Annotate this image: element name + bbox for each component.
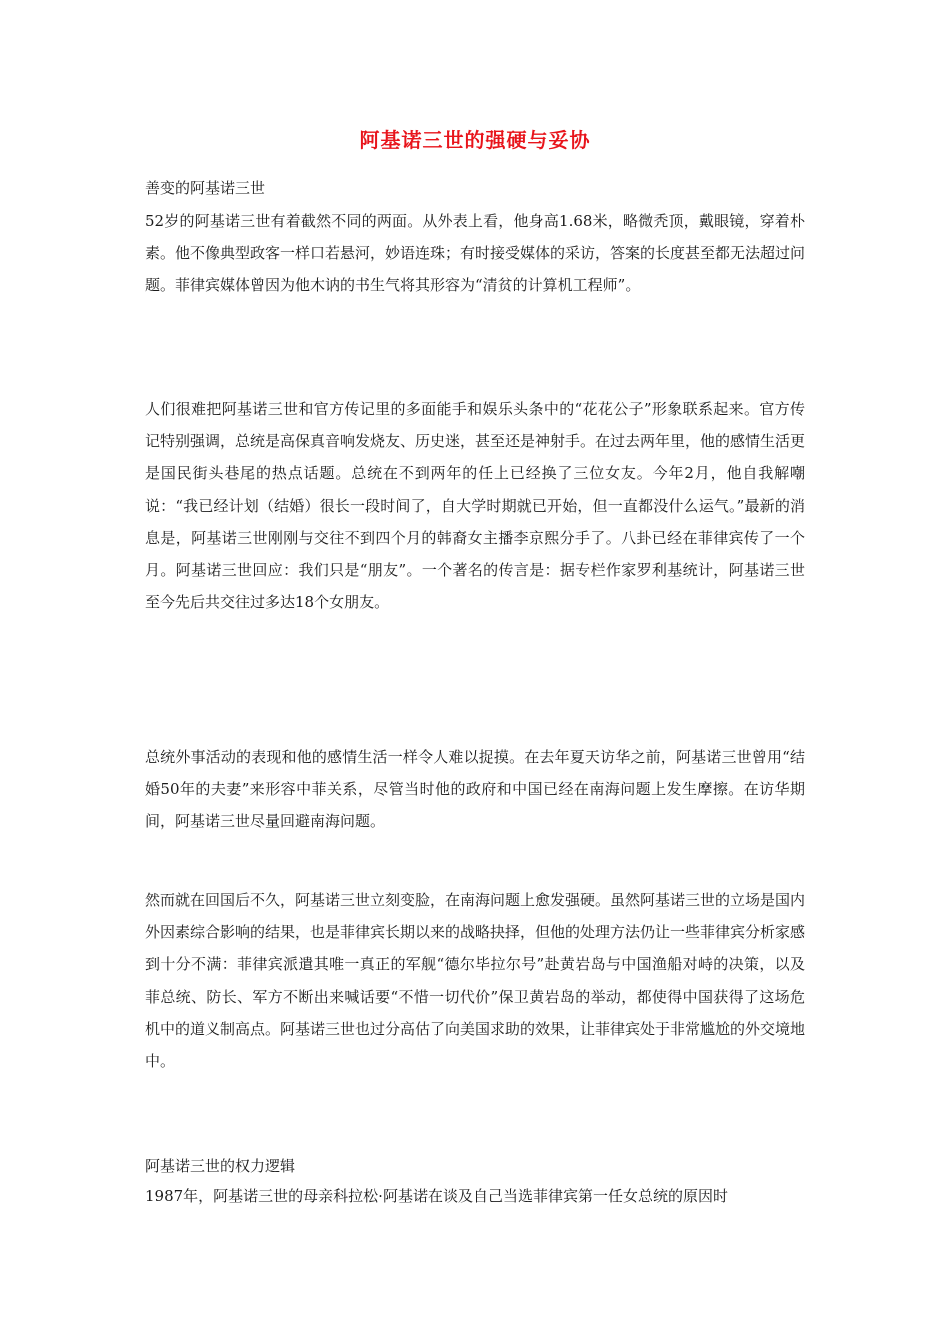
- section-heading-2: 阿基诺三世的权力逻辑: [145, 1157, 296, 1175]
- paragraph-3: 总统外事活动的表现和他的感情生活一样令人难以捉摸。在去年夏天访华之前，阿基诺三世曾用“结婚50年的夫妻”来形容中菲关系，尽管当时他的政府和中国已经在南海问题上发生摩擦。在访华期间，阿基诺三世尽量回避南海问题。: [145, 748, 805, 831]
- document-title: 阿基诺三世的强硬与妥协: [359, 128, 591, 152]
- paragraph-4: 然而就在回国后不久，阿基诺三世立刻变脸，在南海问题上愈发强硬。虽然阿基诺三世的立场是国内外因素综合影响的结果，也是菲律宾长期以来的战略抉择，但他的处理方法仍让一些菲律宾分析家感到十分不满：菲律宾派遣其唯一真正的军舰“德尔毕拉尔号”赴黄岩岛与中国渔船对峙的决策，以及菲总统、防长、军方不断出来喊话要“不惜一切代价”保卫黄岩岛的举动，都使得中国获得了这场危机中的道义制高点。阿基诺三世也过分高估了向美国求助的效果，让菲律宾处于非常尴尬的外交境地中。: [145, 891, 806, 1071]
- paragraph-2: 人们很难把阿基诺三世和官方传记里的多面能手和娱乐头条中的“花花公子”形象联系起来。官方传记特别强调，总统是高保真音响发烧友、历史迷，甚至还是神射手。在过去两年里，他的感情生活更是国民街头巷尾的热点话题。总统在不到两年的任上已经换了三位女友。今年2月，他自我解嘲说：“我已经计划（结婚）很长一段时间了，自大学时期就已开始，但一直都没什么运气。”最新的消息是，阿基诺三世刚刚与交往不到四个月的韩裔女主播李京熙分手了。八卦已经在菲律宾传了一个月。阿基诺三世回应：我们只是“朋友”。一个著名的传言是：据专栏作家罗利基统计，阿基诺三世至今先后共交往过多达18个女朋友。: [145, 400, 806, 612]
- paragraph-5: 1987年，阿基诺三世的母亲科拉松·阿基诺在谈及自己当选菲律宾第一任女总统的原因时: [145, 1187, 728, 1205]
- paragraph-1: 52岁的阿基诺三世有着截然不同的两面。从外表上看，他身高1.68米，略微秃顶，戴眼镜，穿着朴素。他不像典型政客一样口若悬河，妙语连珠；有时接受媒体的采访，答案的长度甚至都无法超过问题。菲律宾媒体曾因为他木讷的书生气将其形容为“清贫的计算机工程师”。: [145, 212, 806, 295]
- section-heading-1: 善变的阿基诺三世: [145, 179, 266, 197]
